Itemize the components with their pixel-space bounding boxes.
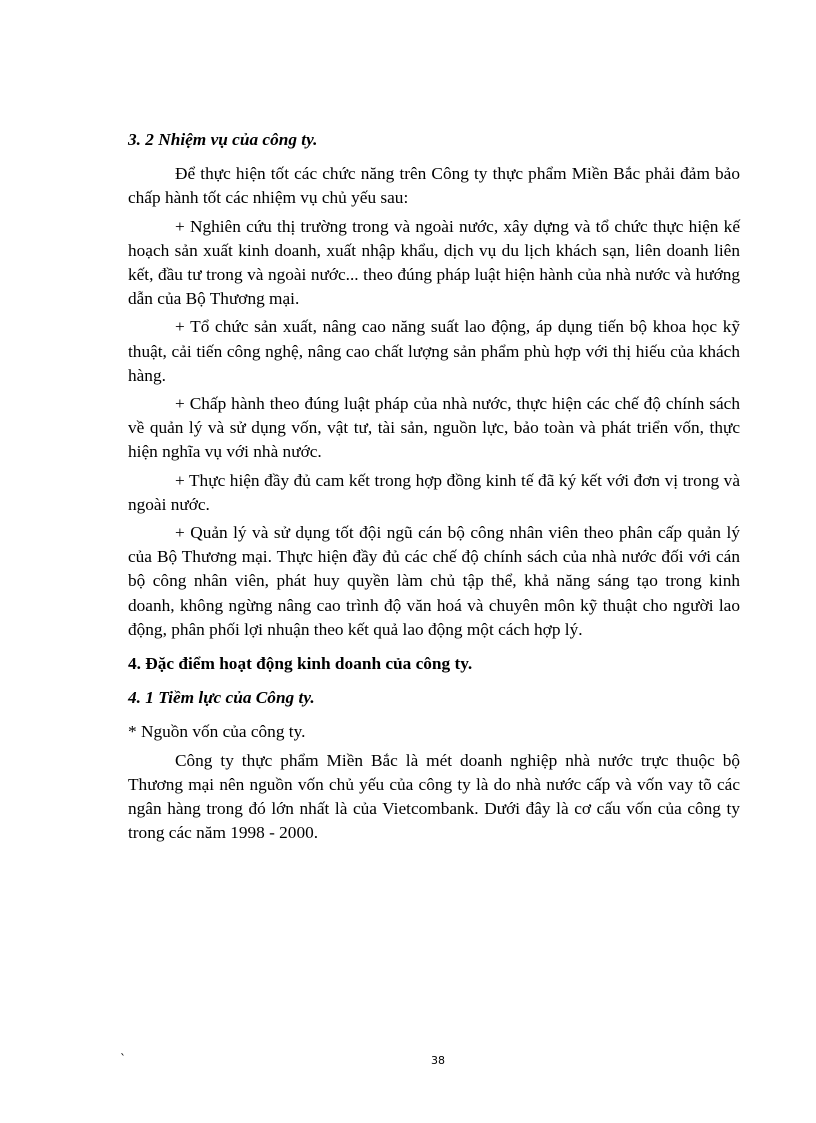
section-3-2-intro: Để thực hiện tốt các chức năng trên Công ty thực phẩm Miền Bắc phải đảm bảo chấp hành tốt các nhiệm vụ chủ yếu sau: — [128, 164, 740, 208]
duty-item-production: + Tổ chức sản xuất, nâng cao năng suất lao động, áp dụng tiến bộ khoa học kỹ thuật, cải tiến công nghệ, nâng cao chất lượng sản phẩm phù hợp với thị hiếu của khách hàng. — [128, 317, 740, 385]
page-content — [128, 128, 740, 849]
capital-paragraph: Công ty thực phẩm Miền Bắc là mét doanh nghiệp nhà nước trực thuộc bộ Thương mại nên nguồn vốn chủ yếu của công ty là do nhà nước cấp và vốn vay tõ các ngân hàng trong đó lớn nhất là của Vietcombank. Dưới đây là cơ cấu vốn của công ty trong các năm 1998 - 2000. — [128, 750, 740, 843]
page-number: 38 — [431, 1054, 445, 1067]
duty-item-compliance: + Chấp hành theo đúng luật pháp của nhà nước, thực hiện các chế độ chính sách về quản lý và sử dụng vốn, vật tư, tài sản, nguồn lực, bảo toàn và phát triển vốn, thực hiện nghĩa vụ với nhà nước. — [128, 394, 740, 462]
section-4-1-heading: 4. 1 Tiềm lực của Công ty. — [128, 688, 315, 708]
duty-item-research: + Nghiên cứu thị trường trong và ngoài nước, xây dựng và tổ chức thực hiện kế hoạch sản xuất kinh doanh, xuất nhập khẩu, dịch vụ du lịch khách sạn, liên doanh liên kết, đầu tư trong và ngoài nước... theo đúng pháp luật hiện hành của nhà nước và hướng dẫn của Bộ Thương mại. — [128, 216, 740, 309]
section-4-heading: 4. Đặc điểm hoạt động kinh doanh của công ty. — [128, 654, 473, 674]
duty-item-contracts: + Thực hiện đầy đủ cam kết trong hợp đồng kinh tế đã ký kết với đơn vị trong và ngoài nước. — [128, 470, 740, 514]
footer-mark: ` — [120, 1052, 126, 1066]
section-3-2-heading: 3. 2 Nhiệm vụ của công ty. — [128, 130, 318, 149]
duty-item-staff: + Quản lý và sử dụng tốt đội ngũ cán bộ công nhân viên theo phân cấp quản lý của Bộ Thương mại. Thực hiện đầy đủ các chế độ chính sách của nhà nước đối với cán bộ công nhân viên, phát huy quyền làm chủ tập thể, khả năng sáng tạo trong kinh doanh, không ngừng nâng cao trình độ văn hoá và chuyên môn kỹ thuật cho người lao động, phân phối lợi nhuận theo kết quả lao động một cách hợp lý. — [128, 523, 740, 639]
capital-subheading: * Nguồn vốn của công ty. — [128, 722, 306, 742]
